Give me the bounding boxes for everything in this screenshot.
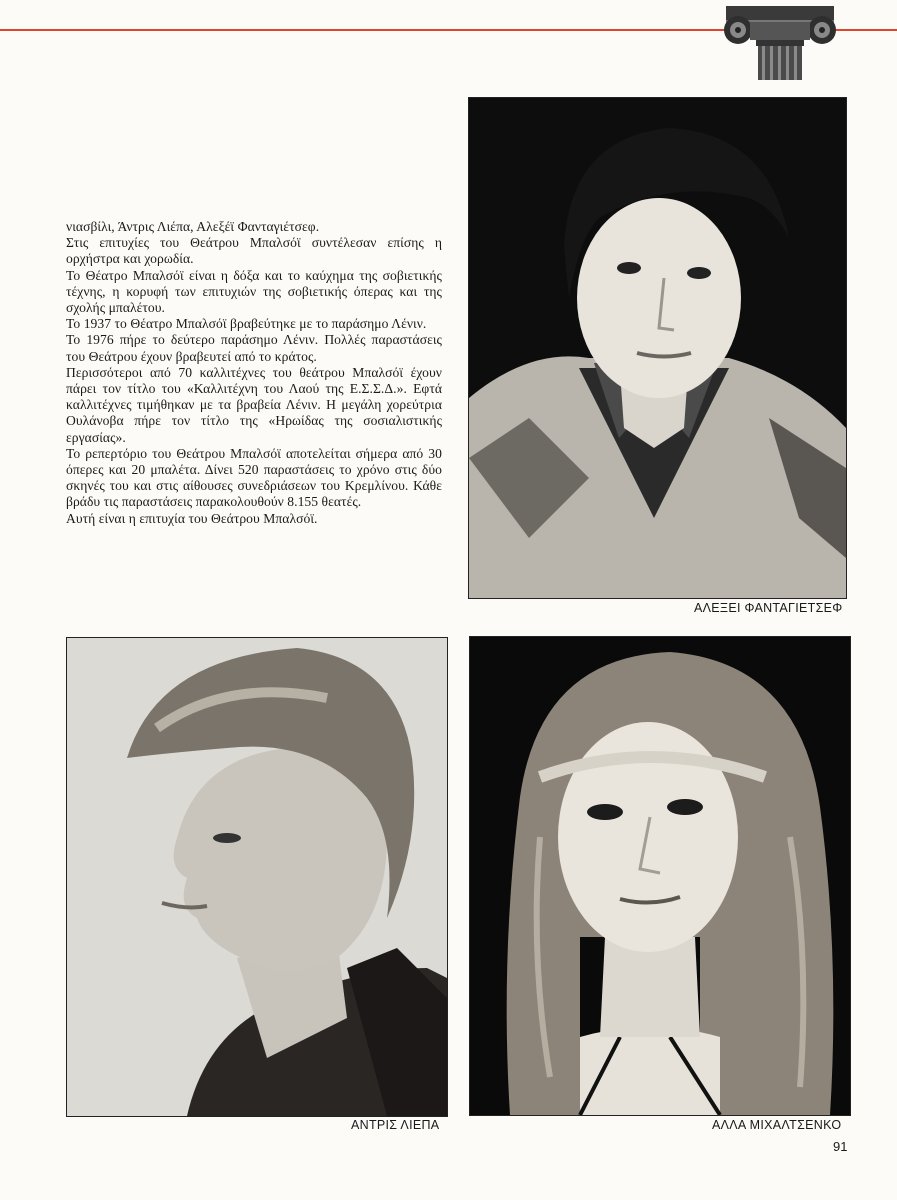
photo-caption-mikhaltsenko: ΑΛΛΑ ΜΙΧΑΛΤΣΕΝΚΟ [712, 1118, 842, 1132]
photo-caption-liepa: ΑΝΤΡΙΣ ΛΙΕΠΑ [351, 1118, 440, 1132]
article-paragraph: Στις επιτυχίες του Θεάτρου Μπαλσόϊ συντέλεσαν επίσης η ορχήστρα και χορωδία. [66, 235, 442, 267]
photo-fantagietsef [468, 97, 847, 599]
article-paragraph: Περισσότεροι από 70 καλλιτέχνες του θεάτρου Μπαλσόϊ έχουν πάρει τον τίτλο του «Καλλιτέχνη του Λαού της Ε.Σ.Σ.Δ.». Εφτά καλλιτέχνες τιμήθηκαν με τα βραβεία Λένιν. Η μεγάλη χορεύτρια Ουλάνοβα πήρε τον τίτλο της «Ηρωίδας της σοσιαλιστικής εργασίας». [66, 364, 442, 445]
article-paragraph: Αυτή είναι η επιτυχία του Θεάτρου Μπαλσόϊ. [66, 510, 318, 526]
photo-mikhaltsenko [469, 636, 851, 1116]
article-paragraph: Το 1976 πήρε το δεύτερο παράσημο Λένιν. Πολλές παραστάσεις του Θεάτρου έχουν βραβευτεί από το κράτος. [66, 332, 442, 364]
article-body [66, 219, 442, 527]
photo-liepa [66, 637, 448, 1117]
article-paragraph: Το ρεπερτόριο του Θεάτρου Μπαλσόϊ αποτελείται σήμερα από 30 όπερες και 20 μπαλέτα. Δίνει 520 παραστάσεις το χρόνο στις δύο σκηνές του και στις αίθουσες συνεδριάσεων του Κρεμλίνου. Κάθε βράδυ τις παραστάσεις παρακολουθούν 8.155 θεατές. [66, 445, 442, 510]
article-paragraph: Το 1937 το Θέατρο Μπαλσόϊ βραβεύτηκε με το παράσημο Λένιν. [66, 316, 427, 332]
photo-caption-fantagietsef: ΑΛΕΞΕΙ ΦΑΝΤΑΓΙΕΤΣΕΦ [694, 601, 843, 615]
ionic-column-capital-icon [720, 0, 840, 80]
page-number: 91 [833, 1139, 848, 1154]
article-paragraph: νιασβίλι, Άντρις Λιέπα, Αλεξέϊ Φανταγιέτσεφ. [66, 219, 320, 234]
article-paragraph: Το Θέατρο Μπαλσόϊ είναι η δόξα και το καύχημα της σοβιετικής τέχνης, η κορυφή των επιτυχιών της σοβιετικής όπερας και της σχολής μπαλέτου. [66, 267, 442, 316]
